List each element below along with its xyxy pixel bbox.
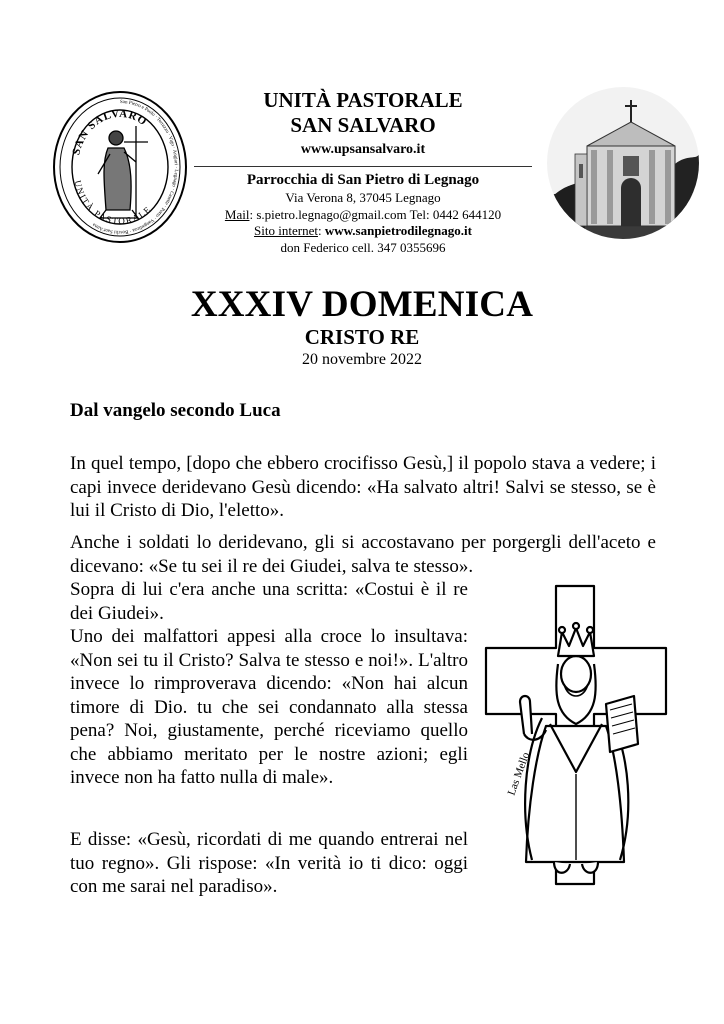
gospel-paragraph-2: Anche i soldati lo deridevano, gli si accostavano per porgergli dell'aceto e dicevano: «Se tu sei il re dei Giudei, salva te stesso». (70, 532, 656, 577)
seal-top-text: SAN SALVARO (70, 107, 150, 157)
parish-website-line (198, 223, 528, 240)
unit-website-link[interactable]: www.upsansalvaro.it (300, 142, 426, 157)
sunday-title-block (0, 285, 724, 370)
christ-the-king-illustration (484, 584, 668, 890)
parish-contacts (198, 207, 528, 224)
unit-title-line1: UNITÀ PASTORALE (263, 88, 463, 112)
site-separator: : (317, 223, 325, 238)
church-photo (547, 84, 699, 242)
illustration-signature: Las Mello (505, 750, 533, 798)
sunday-date: 20 novembre 2022 (302, 351, 422, 368)
gospel-paragraph-3: Sopra di lui c'era anche una scritta: «Costui è il re dei Giudei». (70, 579, 468, 624)
header-divider (194, 166, 532, 167)
mail-and-phone[interactable]: : s.pietro.legnago@gmail.com Tel: 0442 644120 (249, 206, 502, 222)
mail-label: Mail (224, 206, 250, 222)
unita-pastorale-seal-logo (52, 90, 188, 244)
sunday-title: XXXIV DOMENICA (190, 284, 534, 325)
gospel-paragraph-1: In quel tempo, [dopo che ebbero crocifisso Gesù,] il popolo stava a vedere; i capi invece deridevano Gesù dicendo: «Ha salvato altri! Salvi se stesso, se è lui il Cristo di Dio, l'eletto». (70, 453, 656, 521)
parish-name: Parrocchia di San Pietro di Legnago (246, 172, 480, 188)
parish-address: Via Verona 8, 37045 Legnago (285, 190, 441, 205)
priest-contact: don Federico cell. 347 0355696 (280, 239, 446, 255)
site-label: Sito internet (254, 223, 318, 238)
feast-subtitle: CRISTO RE (304, 325, 420, 349)
seal-ring-text: San Pietro e Paolo · Terrazzo · Vigo · Angiari · Legnago · Casette · Porto · Vangadizza · Boschi Sant'Anna (92, 99, 178, 235)
gospel-heading: Dal vangelo secondo Luca (70, 400, 281, 421)
parish-website-link[interactable]: www.sanpietrodilegnago.it (324, 223, 472, 238)
unit-title-line2: SAN SALVARO (290, 113, 436, 137)
parish-header (198, 88, 528, 256)
gospel-paragraph-5: E disse: «Gesù, ricordati di me quando entrerai nel tuo regno». Gli rispose: «In verità io ti dico: oggi con me sarai nel paradiso». (70, 829, 468, 897)
seal-bottom-text: UNITÀ PASTORALE (72, 179, 154, 227)
gospel-paragraph-4: Uno dei malfattori appesi alla croce lo insultava: «Non sei tu il Cristo? Salva te stesso e noi!». L'altro invece lo rimproverava dicendo: «Non hai alcun timore di Dio. tu che sei condannato alla stessa pena? Noi, giustamente, perché riceviamo quello che abbiamo meritato per le nostre azioni; egli invece non ha fatto nulla di male». (70, 626, 468, 788)
